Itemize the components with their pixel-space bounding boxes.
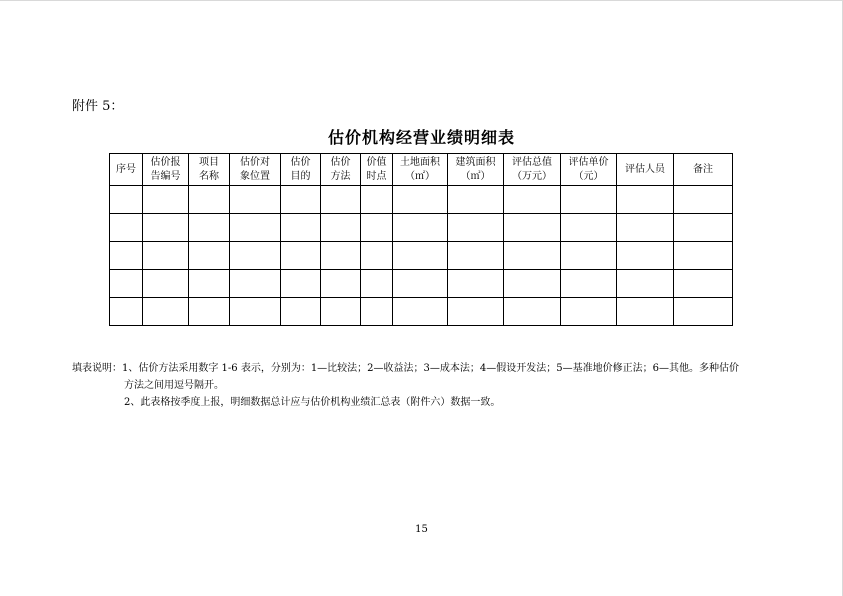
table-cell[interactable] [617,186,674,214]
table-cell[interactable] [674,270,733,298]
table-cell[interactable] [189,214,230,242]
table-cell[interactable] [393,214,448,242]
table-cell[interactable] [143,186,189,214]
table-cell[interactable] [189,242,230,270]
header-cell: 项目 名称 [189,154,230,186]
table-cell[interactable] [448,270,504,298]
table-cell[interactable] [281,298,321,326]
table-cell[interactable] [617,270,674,298]
table-cell[interactable] [230,214,281,242]
table-cell[interactable] [448,214,504,242]
table-cell[interactable] [393,242,448,270]
table-cell[interactable] [189,186,230,214]
table-cell[interactable] [230,242,281,270]
table-body [110,186,733,326]
table-cell[interactable] [230,298,281,326]
header-cell: 建筑面积 （㎡） [448,154,504,186]
header-cell: 估价对 象位置 [230,154,281,186]
table-cell[interactable] [674,214,733,242]
header-cell: 备注 [674,154,733,186]
table-cell[interactable] [321,242,361,270]
header-cell: 估价报 告编号 [143,154,189,186]
table-cell[interactable] [143,242,189,270]
table-cell[interactable] [504,186,561,214]
table-cell[interactable] [504,270,561,298]
table-cell[interactable] [504,242,561,270]
table-cell[interactable] [393,186,448,214]
table-row [110,214,733,242]
table-cell[interactable] [448,298,504,326]
table-cell[interactable] [321,214,361,242]
table-cell[interactable] [561,214,617,242]
table-cell[interactable] [561,298,617,326]
table-cell[interactable] [281,242,321,270]
table-row [110,242,733,270]
table-cell[interactable] [448,186,504,214]
table-cell[interactable] [361,186,393,214]
instruction-line: 方法之间用逗号隔开。 [124,380,224,391]
table-cell[interactable] [504,214,561,242]
table-cell[interactable] [321,298,361,326]
table-cell[interactable] [189,298,230,326]
table-cell[interactable] [674,242,733,270]
page-top-border [0,0,843,1]
table-cell[interactable] [110,270,143,298]
table-cell[interactable] [110,242,143,270]
table-row [110,186,733,214]
table-cell[interactable] [143,214,189,242]
header-cell: 估价 目的 [281,154,321,186]
table-cell[interactable] [230,186,281,214]
table-cell[interactable] [617,298,674,326]
instruction-line: 2、此表格按季度上报，明细数据总计应与估价机构业绩汇总表（附件六）数据一致。 [124,397,501,408]
table-cell[interactable] [110,214,143,242]
table-cell[interactable] [143,298,189,326]
table-cell[interactable] [361,242,393,270]
table-cell[interactable] [143,270,189,298]
document-title: 估价机构经营业绩明细表 [327,128,515,147]
table-cell[interactable] [321,270,361,298]
table-cell[interactable] [281,270,321,298]
page-number: 15 [415,524,428,535]
table-cell[interactable] [230,270,281,298]
header-cell: 序号 [110,154,143,186]
header-cell: 估价 方法 [321,154,361,186]
table-header-row [110,154,733,186]
table-cell[interactable] [561,270,617,298]
header-cell: 评估单价 （元） [561,154,617,186]
table-cell[interactable] [617,214,674,242]
table-cell[interactable] [393,298,448,326]
fill-instructions [72,360,772,411]
table-row [110,270,733,298]
table-cell[interactable] [674,298,733,326]
table-cell[interactable] [617,242,674,270]
table-cell[interactable] [110,186,143,214]
table-cell[interactable] [393,270,448,298]
table-cell[interactable] [361,270,393,298]
instruction-line: 填表说明：1、估价方法采用数字 1-6 表示，分别为：1—比较法；2—收益法；3—成本法；4—假设开发法；5—基准地价修正法；6—其他。多种估价 [72,363,739,374]
header-cell: 土地面积 （㎡） [393,154,448,186]
table-cell[interactable] [504,298,561,326]
attachment-label: 附件 5： [72,99,124,114]
table-cell[interactable] [561,242,617,270]
table-cell[interactable] [110,298,143,326]
header-cell: 评估总值 （万元） [504,154,561,186]
table-cell[interactable] [321,186,361,214]
table-cell[interactable] [448,242,504,270]
table-cell[interactable] [561,186,617,214]
table-cell[interactable] [281,186,321,214]
table-row [110,298,733,326]
table-cell[interactable] [361,298,393,326]
table-cell[interactable] [361,214,393,242]
header-cell: 评估人员 [617,154,674,186]
performance-table [109,153,733,326]
header-cell: 价值 时点 [361,154,393,186]
table-cell[interactable] [189,270,230,298]
table-cell[interactable] [281,214,321,242]
table-cell[interactable] [674,186,733,214]
